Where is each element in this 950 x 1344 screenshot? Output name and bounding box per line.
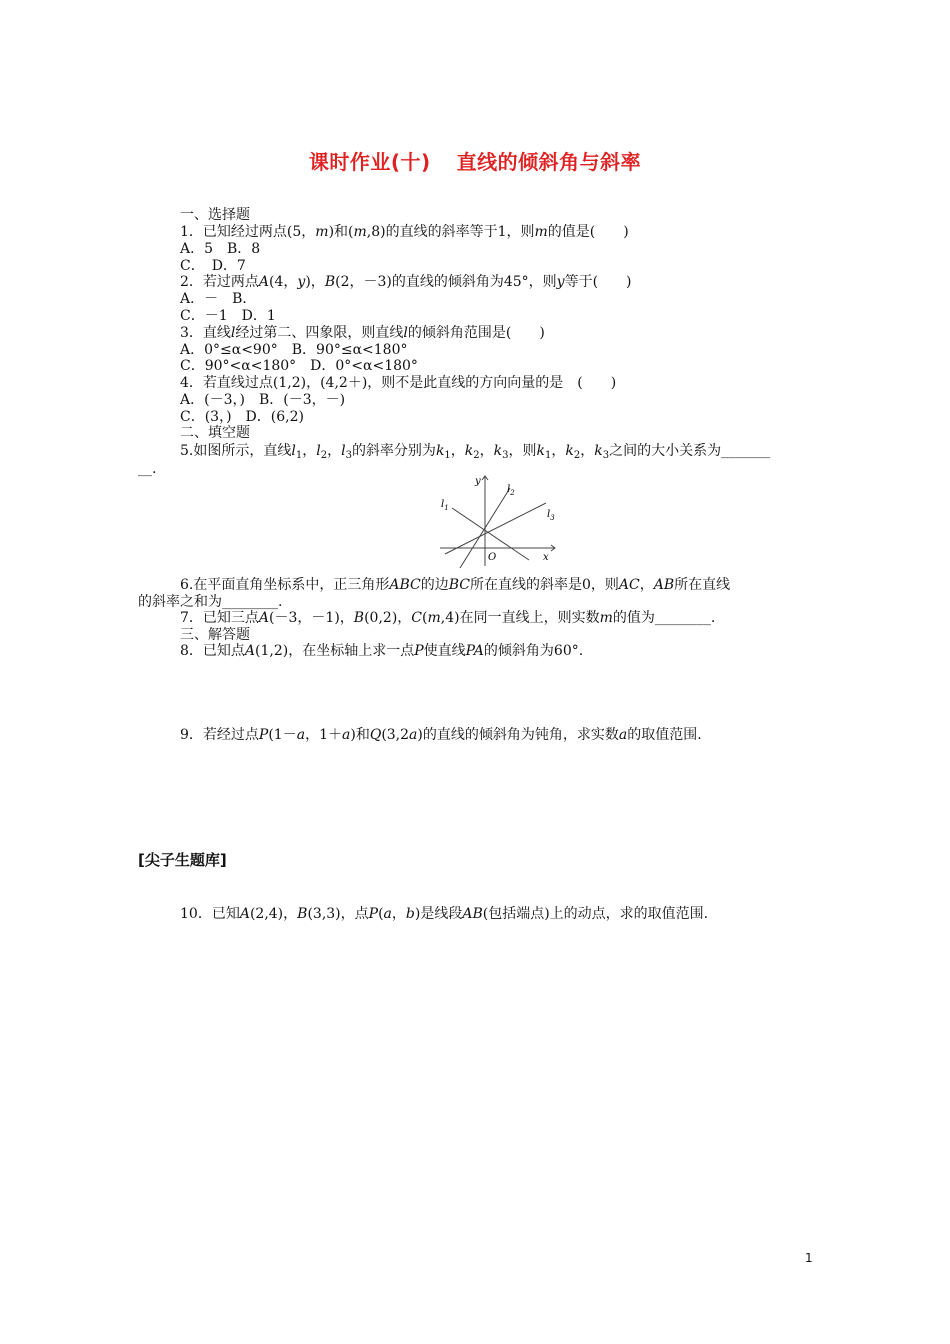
- q8-stem: 8．已知点A(1,2)，在坐标轴上求一点P使直线PA的倾斜角为60°.: [180, 643, 584, 659]
- q4-stem: 4．若直线过点(1,2)，(4,2＋)，则不是此直线的方向向量的是 ( ): [180, 375, 617, 391]
- section-answer: 三、解答题: [180, 627, 250, 643]
- bank-heading: [尖子生题库]: [138, 851, 227, 869]
- q7-stem: 7．已知三点A(－3，－1)，B(0,2)，C(m,4)在同一直线上，则实数m的值为________.: [180, 610, 716, 626]
- x-axis-label: x: [543, 552, 549, 563]
- q1-options-cd: C． D．7: [180, 258, 246, 274]
- section-fill: 二、填空题: [180, 425, 250, 441]
- title-sub: 直线的倾斜角与斜率: [456, 150, 642, 174]
- q2-stem: 2．若过两点A(4，y)，B(2，－3)的直线的倾斜角为45°，则y等于( ): [180, 274, 632, 290]
- q9-stem: 9．若经过点P(1－a，1＋a)和Q(3,2a)的直线的倾斜角为钝角，求实数a的取值范围.: [180, 727, 702, 743]
- page-title: [0, 146, 950, 175]
- q3-options-ab: A．0°≤α<90° B．90°≤α<180°: [180, 342, 408, 358]
- q1-options-ab: A．5 B．8: [180, 241, 261, 257]
- q3-options-cd: C．90°<α<180° D．0°<α<180°: [180, 358, 418, 374]
- section-choice: 一、选择题: [180, 207, 250, 223]
- q4-options-ab: A．(－3，) B．(－3，－): [180, 392, 346, 408]
- q5-tail: __.: [138, 461, 157, 477]
- origin-label: O: [488, 552, 497, 563]
- label-l3: $l_3$: [547, 509, 555, 522]
- q3-stem: 3．直线l经过第二、四象限，则直线l的倾斜角范围是( ): [180, 325, 545, 341]
- q1-stem: 1．已知经过两点(5，m)和(m,8)的直线的斜率等于1，则m的值是( ): [180, 224, 629, 240]
- q4-options-cd: C．(3，) D．(6,2): [180, 409, 304, 425]
- q2-options-cd: C．－1 D．1: [180, 308, 276, 324]
- q6-line2: 的斜率之和为________.: [138, 594, 283, 610]
- y-axis-label: y: [475, 476, 481, 487]
- label-l1: $l_1$: [441, 499, 449, 512]
- title-main: 课时作业(十): [308, 150, 431, 174]
- slope-figure: [430, 470, 565, 570]
- q6-line1: 6.在平面直角坐标系中，正三角形ABC的边BC所在直线的斜率是0，则AC，AB所在直线: [180, 577, 731, 593]
- q2-options-ab: A．－ B．: [180, 291, 257, 307]
- label-l2: $l_2$: [507, 484, 515, 497]
- q5-stem: 5.如图所示，直线$l_1$，$l_2$，$l_3$的斜率分别为$k_1$，$k_2$，$k_3$，则$k_1$，$k_2$，$k_3$之间的大小关系为_______: [180, 443, 771, 461]
- page-number: 1: [805, 1251, 813, 1265]
- q10-stem: 10．已知A(2,4)，B(3,3)，点P(a，b)是线段AB(包括端点)上的动点，求的取值范围.: [180, 906, 709, 922]
